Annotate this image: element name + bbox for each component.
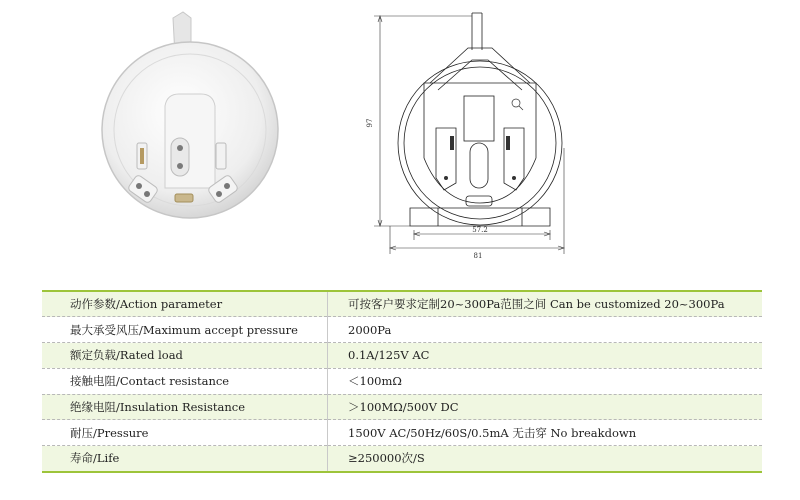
- spec-row: [42, 420, 762, 446]
- spec-label: 接触电阻/Contact resistance: [42, 368, 328, 394]
- spec-value: 0.1A/125V AC: [328, 343, 763, 369]
- technical-drawing: [368, 8, 568, 263]
- spec-table: [42, 290, 762, 473]
- spec-label: 动作参数/Action parameter: [42, 291, 328, 317]
- spec-value: 1500V AC/50Hz/60S/0.5mA 无击穿 No breakdown: [328, 420, 763, 446]
- spec-value: ≥250000次/S: [328, 446, 763, 472]
- spec-row: [42, 291, 762, 317]
- dim-inner-width-label: 57.2: [472, 226, 488, 234]
- spec-row: [42, 394, 762, 420]
- spec-value: 可按客户要求定制20~300Pa范围之间 Can be customized 20~300Pa: [328, 291, 763, 317]
- spec-table-body: [42, 291, 762, 472]
- dim-height-label: 97: [366, 118, 374, 128]
- spec-label: 额定负载/Rated load: [42, 343, 328, 369]
- spec-label: 绝缘电阻/Insulation Resistance: [42, 394, 328, 420]
- spec-row: [42, 446, 762, 472]
- product-photo: [95, 8, 285, 223]
- spec-label: 最大承受风压/Maximum accept pressure: [42, 317, 328, 343]
- spec-row: [42, 368, 762, 394]
- spec-label: 寿命/Life: [42, 446, 328, 472]
- spec-row: [42, 317, 762, 343]
- spec-value: ＜100mΩ: [328, 368, 763, 394]
- spec-value: 2000Pa: [328, 317, 763, 343]
- dim-outer-width-label: 81: [473, 252, 483, 260]
- spec-row: [42, 343, 762, 369]
- spec-value: ＞100MΩ/500V DC: [328, 394, 763, 420]
- spec-label: 耐压/Pressure: [42, 420, 328, 446]
